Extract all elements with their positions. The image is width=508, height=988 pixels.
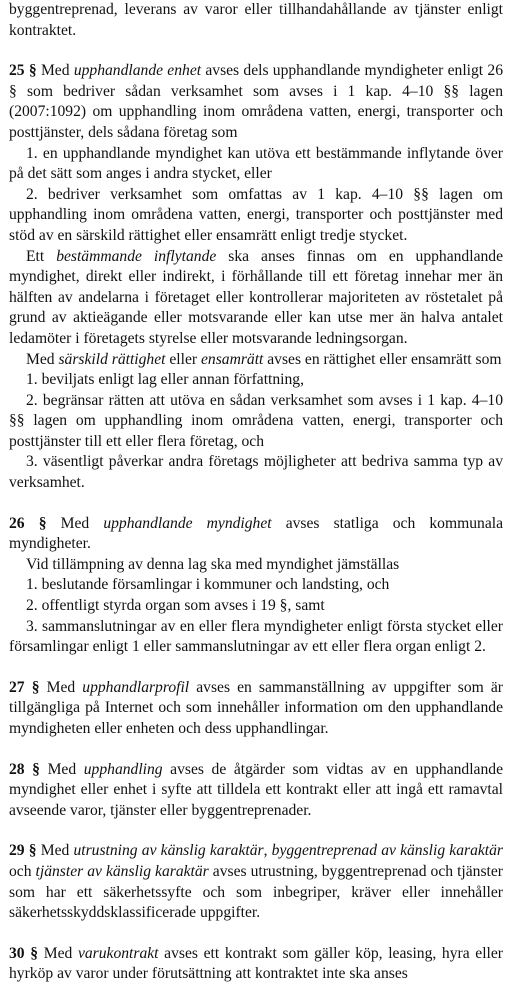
paragraph-text: Vid tillämpning av denna lag ska med myndighet jämställas xyxy=(26,555,400,573)
paragraph-gap xyxy=(9,821,503,841)
paragraph xyxy=(9,841,503,923)
paragraph-text: avses de åtgärder som vidtas av en upphandlande myndighet eller enhet i syfte att tilldela ett kontrakt eller att ingå ett ramavtal avseende varor, tjänster eller byggentreprenader. xyxy=(9,760,503,819)
defined-term: utrustning av känslig karaktär xyxy=(73,842,264,860)
paragraph xyxy=(9,350,503,371)
paragraph-text: 2. offentligt styrda organ som avses i 19 §, samt xyxy=(26,597,325,615)
paragraph xyxy=(9,944,503,985)
section-number: 30 § xyxy=(9,944,39,962)
defined-term: byggentreprenad av känslig karaktär xyxy=(271,842,503,860)
paragraph xyxy=(9,555,503,576)
paragraph-text: avses statliga och kommunala myndigheter. xyxy=(9,514,503,553)
defined-term: ensamrätt xyxy=(200,350,264,368)
paragraph-text: Ett xyxy=(26,247,57,265)
paragraph-gap xyxy=(9,658,503,678)
section-number: 26 § xyxy=(9,514,47,532)
paragraph-text: eller xyxy=(165,350,201,368)
paragraph-text: byggentreprenad, leverans av varor eller tillhandahållande av tjänster enligt kontraktet. xyxy=(9,1,503,39)
paragraph-text: avses en sammanställning av uppgifter som är tillgängliga på Internet och som innehåller information om den upphandlande myndigheten eller enheten och dess upphandlingar. xyxy=(9,678,503,737)
paragraph-text: avses en rättighet eller ensamrätt som xyxy=(263,350,502,368)
paragraph-text: Med xyxy=(26,350,59,368)
paragraph-gap xyxy=(9,494,503,514)
defined-term: upphandling xyxy=(83,760,163,778)
paragraph-text: Med xyxy=(38,944,78,962)
paragraph-text: 2. begränsar rätten att utöva en sådan verksamhet som avses i 1 kap. 4–10 §§ lagen om upphandling inom områdena vatten, energi, transporter och posttjänster till ett eller flera företag, och xyxy=(9,391,503,450)
defined-term: upphandlande myndighet xyxy=(103,514,272,532)
paragraph-text: ska anses finnas om en upphandlande myndighet, direkt eller indirekt, i förhållande till ett företag innehar mer än hälften av andelarna i företaget eller kontrollerar majoriteten av röstetalet på grund av aktieägande eller motsvarande eller kan utse mer än halva antalet ledamöter i företagets styrelse eller motsvarande ledningsorgan. xyxy=(9,247,504,347)
defined-term: upphandlarprofil xyxy=(82,678,190,696)
paragraph xyxy=(9,514,503,555)
paragraph-text: Med xyxy=(39,678,83,696)
paragraph xyxy=(9,575,503,596)
paragraph-gap xyxy=(9,740,503,760)
paragraph xyxy=(9,370,503,391)
paragraph xyxy=(9,61,503,143)
paragraph-text: Med xyxy=(46,514,104,532)
paragraph-text: avses dels upphandlande myndigheter enligt 26 § som bedriver sådan verksamhet som avses i 1 kap. 4–10 §§ lagen (2007:1092) om upphandling inom områdena vatten, energi, transporter och posttjänster, dels sådana företag som xyxy=(9,62,503,141)
paragraph xyxy=(9,760,503,822)
paragraph-text: 1. beviljats enligt lag eller annan författning, xyxy=(26,371,304,389)
paragraph xyxy=(9,452,503,493)
section-number: 25 § xyxy=(9,62,37,80)
defined-term: tjänster av känslig karaktär xyxy=(35,862,209,880)
paragraph-text: 3. sammanslutningar av en eller flera myndigheter enligt första stycket eller församlingar enligt 1 eller sammanslutningar av ett eller flera organ enligt 2. xyxy=(9,617,503,656)
paragraph-gap xyxy=(9,41,503,61)
paragraph xyxy=(9,596,503,617)
paragraph-text: och xyxy=(9,862,36,880)
paragraph-text: , xyxy=(263,842,272,860)
paragraph-text: avses utrustning, byggentreprenad och tjänster som har ett säkerhetssyfte och som inbegriper, kräver eller innehåller säkerhetsskyddsklassificerade uppgifter. xyxy=(9,862,503,922)
paragraph-text: Med xyxy=(39,760,84,778)
paragraph-text: 3. väsentligt påverkar andra företags möjligheter att bedriva samma typ av verksamhet. xyxy=(9,453,503,492)
paragraph xyxy=(9,617,503,658)
paragraph xyxy=(9,678,503,740)
paragraph-text: 1. beslutande församlingar i kommuner och landsting, och xyxy=(26,576,390,594)
paragraph-gap xyxy=(9,924,503,944)
paragraph xyxy=(9,247,503,350)
section-number: 29 § xyxy=(9,842,37,860)
paragraph xyxy=(9,144,503,185)
defined-term: upphandlande enhet xyxy=(73,62,202,80)
defined-term: varukontrakt xyxy=(77,944,159,962)
paragraph xyxy=(9,185,503,247)
paragraph xyxy=(9,0,503,41)
defined-term: bestämmande inflytande xyxy=(56,247,217,265)
defined-term: särskild rättighet xyxy=(58,350,166,368)
paragraph-text: 2. bedriver verksamhet som omfattas av 1 kap. 4–10 §§ lagen om upphandling inom områdena vatten, energi, transporter och posttjänster med stöd av en särskild rättighet eller ensamrätt enligt tredje stycket. xyxy=(9,185,503,244)
paragraph-text: 1. en upphandlande myndighet kan utöva ett bestämmande inflytande över på det sätt som anges i andra stycket, eller xyxy=(9,144,503,183)
section-number: 27 § xyxy=(9,678,40,696)
paragraph xyxy=(9,391,503,453)
paragraph-text: avses ett kontrakt som gäller köp, leasing, hyra eller hyrköp av varor under förutsättning att kontraktet inte ska anses xyxy=(9,944,503,983)
paragraph-text: Med xyxy=(36,842,74,860)
section-number: 28 § xyxy=(9,760,40,778)
paragraph-text: Med xyxy=(36,62,74,80)
